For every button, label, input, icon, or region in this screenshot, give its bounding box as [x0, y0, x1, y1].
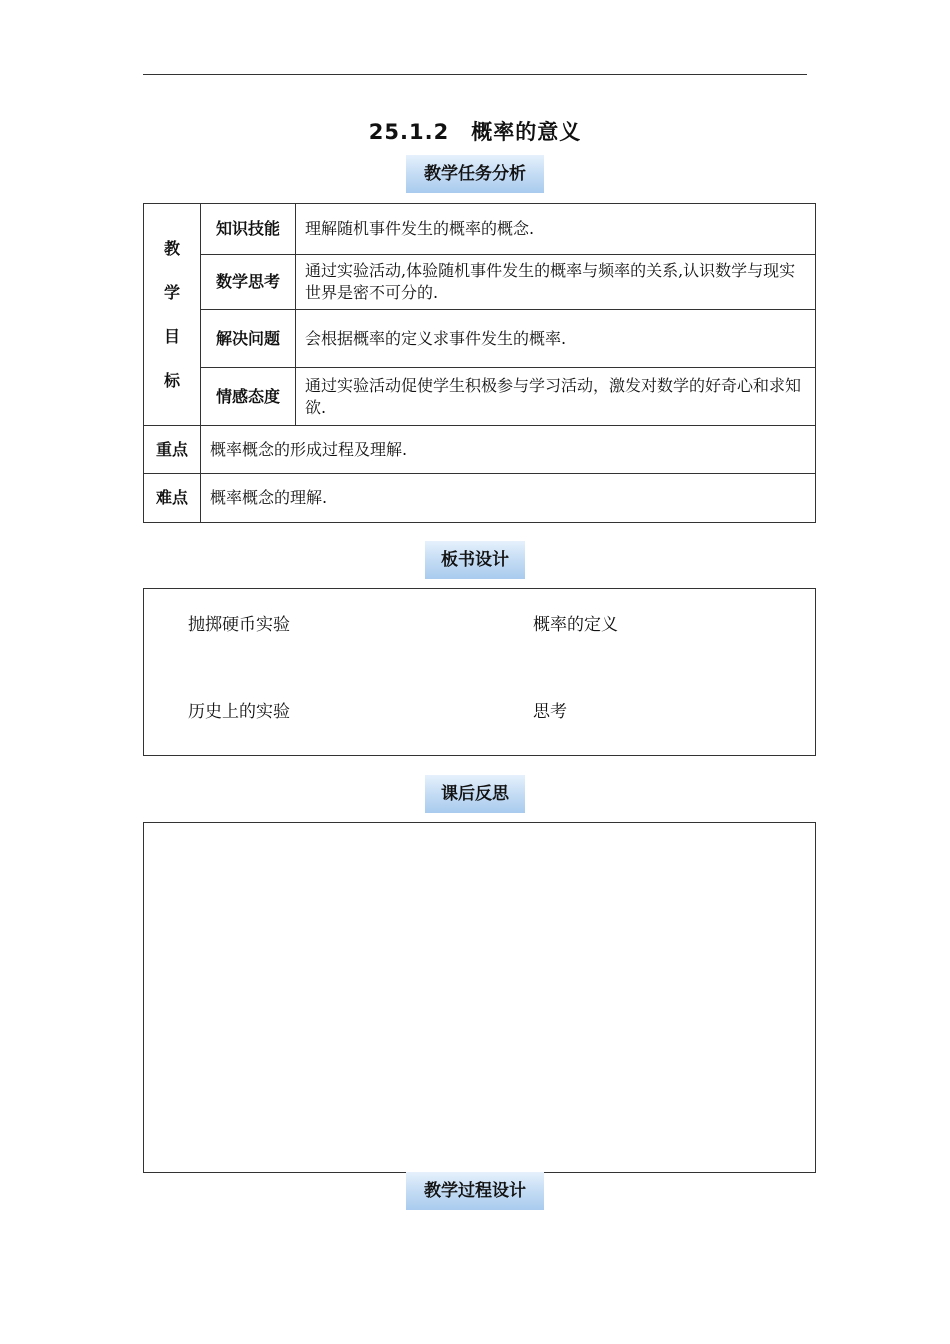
goal-row: [144, 204, 816, 255]
goal-header-char: 标: [163, 370, 180, 390]
goal-label: 情感态度: [201, 368, 296, 426]
board-item: 概率的定义: [533, 615, 618, 635]
board-item: 抛掷硬币实验: [188, 615, 290, 635]
board-item: 思考: [533, 702, 567, 722]
goal-text: 通过实验活动,体验随机事件发生的概率与频率的关系,认识数学与现实世界是密不可分的.: [296, 255, 816, 310]
goal-label: 解决问题: [201, 310, 296, 368]
goal-header-char: 学: [163, 282, 180, 302]
goal-header-char: 目: [163, 326, 180, 346]
goal-text: 会根据概率的定义求事件发生的概率.: [296, 310, 816, 368]
key-point-row: [144, 426, 816, 474]
goal-text: 理解随机事件发生的概率的概念.: [296, 204, 816, 255]
page-title: 25.1.2 概率的意义: [368, 120, 582, 144]
goal-row: [144, 310, 816, 368]
goal-row: [144, 368, 816, 426]
key-point-text: 概率概念的形成过程及理解.: [201, 426, 816, 474]
teaching-goals-table: [143, 203, 816, 523]
goal-label: 数学思考: [201, 255, 296, 310]
section-label-analysis: 教学任务分析: [406, 155, 544, 193]
difficulty-row: [144, 474, 816, 523]
header-rule: [143, 74, 807, 75]
difficulty-text: 概率概念的理解.: [201, 474, 816, 523]
goal-label: 知识技能: [201, 204, 296, 255]
difficulty-label: 难点: [144, 474, 201, 523]
reflection-box: [143, 822, 816, 1173]
section-label-reflection: 课后反思: [425, 775, 525, 813]
teaching-goals-header: [144, 204, 201, 426]
section-label-process: 教学过程设计: [406, 1172, 544, 1210]
key-point-label: 重点: [144, 426, 201, 474]
section-label-board: 板书设计: [425, 541, 525, 579]
board-item: 历史上的实验: [188, 702, 290, 722]
goal-text: 通过实验活动促使学生积极参与学习活动，激发对数学的好奇心和求知欲.: [296, 368, 816, 426]
board-design-box: [143, 588, 816, 756]
goal-row: [144, 255, 816, 310]
goal-header-char: 教: [163, 238, 180, 258]
